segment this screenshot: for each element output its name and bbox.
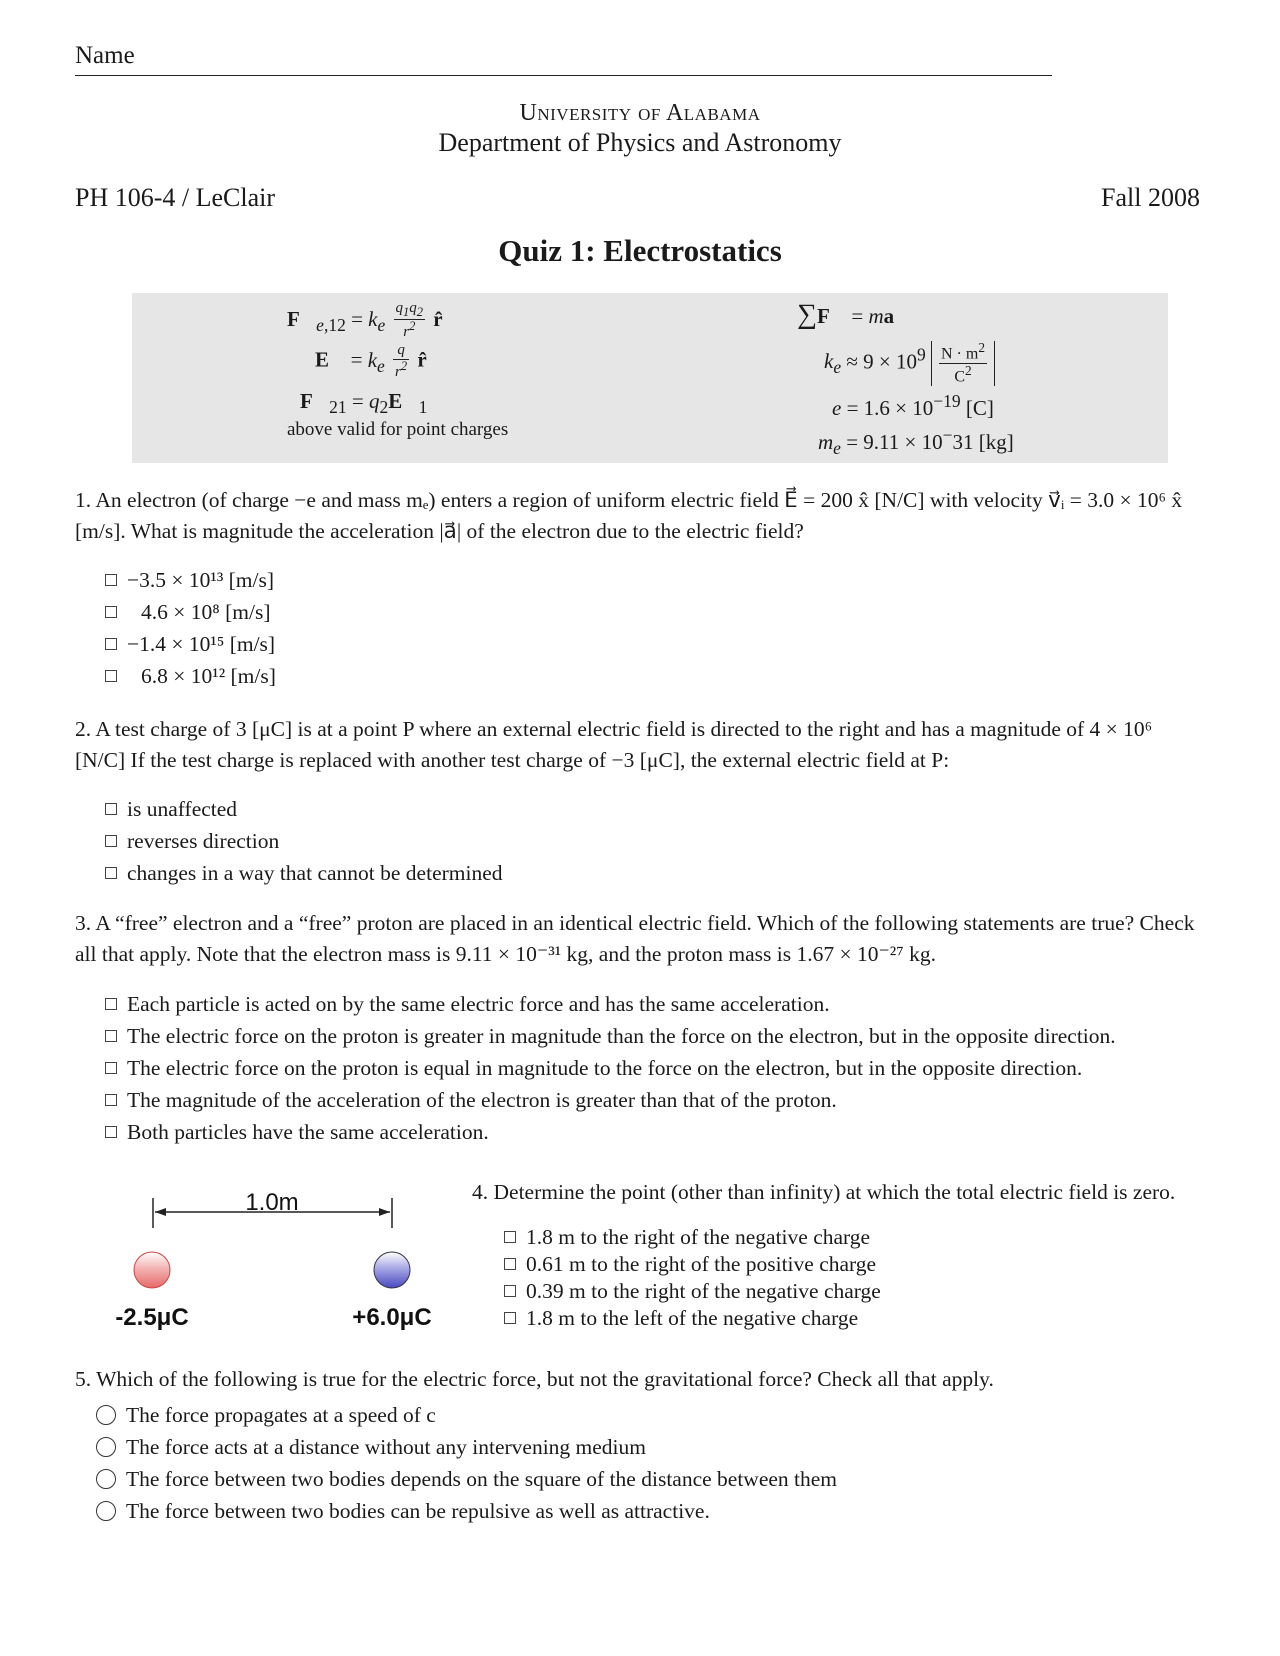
q2-option-3[interactable]: changes in a way that cannot be determined (105, 857, 503, 889)
q5-option-4[interactable]: The force between two bodies can be repulsive as well as attractive. (96, 1495, 710, 1527)
newton-second-law: ∑F⃗ = ma⃗ (797, 299, 911, 330)
department-name: Department of Physics and Astronomy (438, 128, 842, 157)
q5-option-1[interactable]: The force propagates at a speed of c (96, 1399, 436, 1431)
electron-mass: $m_e = 9.11 \times 10^-31$ [kg] (818, 425, 1014, 459)
q4-option-2[interactable]: 0.61 m to the right of the positive charge (504, 1251, 876, 1278)
question-3: 3. A “free” electron and a “free” proton are placed in an identical electric field. Which of the following statements are true? Check all that apply. Note that the electron mass is 9.11 × 10⁻³¹ kg, and the proton mass is 1.67 × 10⁻²⁷ kg. (75, 911, 1195, 966)
checkbox[interactable] (105, 1126, 117, 1138)
electric-field-formula: E⃗ = $k_e$ $\frac{q}{r^2}$ r̂ (315, 342, 427, 380)
q3-option-5[interactable]: Both particles have the same acceleration. (105, 1116, 489, 1148)
q3-option-1[interactable]: Each particle is acted on by the same electric force and has the same acceleration. (105, 988, 830, 1020)
question-5-text: Which of the following is true for the electric force, but not the gravitational force? Check all that apply. (96, 1367, 994, 1391)
arrow-left-head (155, 1208, 166, 1216)
checkbox[interactable] (105, 1030, 117, 1042)
checkbox[interactable] (105, 998, 117, 1010)
q1-option-4[interactable]: 6.8 × 10¹² [m/s] (105, 660, 276, 692)
checkbox[interactable] (504, 1231, 516, 1243)
question-2: 2. A test charge of 3 [μC] is at a point P where an external electric field is directed to the right and has a magnitude of 4 × 10⁶ [N/C] If the test charge is replaced with another test charge of −3 [μC], the external electric field at P: (75, 717, 1153, 772)
q2-option-1[interactable]: is unaffected (105, 793, 237, 825)
q1-option-2[interactable]: 4.6 × 10⁸ [m/s] (105, 596, 271, 628)
university-name: University of Alabama (519, 100, 761, 126)
elementary-charge: $e = 1.6 \times 10^{-19}$ [C] (832, 391, 994, 420)
q4-option-4[interactable]: 1.8 m to the left of the negative charge (504, 1305, 858, 1332)
checkbox[interactable] (105, 803, 117, 815)
positive-charge-label: +6.0μC (352, 1304, 432, 1331)
coulomb-constant: $k_e \approx 9 \times 10^9$ $\frac{N \cdot m^2}{C^2}$ (824, 341, 995, 386)
radio-circle[interactable] (96, 1501, 116, 1521)
name-underline[interactable] (75, 75, 1052, 76)
radio-circle[interactable] (96, 1469, 116, 1489)
q5-option-3[interactable]: The force between two bodies depends on the square of the distance between them (96, 1463, 837, 1495)
question-4: 4. Determine the point (other than infinity) at which the total electric field is zero. (472, 1180, 1176, 1204)
charges-diagram (100, 1190, 460, 1350)
question-1-text: An electron (of charge −e and mass mₑ) enters a region of uniform electric field E⃗ = 200 x̂ [N/C] with velocity v⃗ᵢ = 3.0 × 10⁶ x̂ [m/s]. What is magnitude the acceleration |a⃗| of the electron due to the electric field? (75, 488, 1183, 543)
question-5: 5. Which of the following is true for the electric force, but not the gravitational force? Check all that apply. (75, 1367, 994, 1391)
quiz-title: Quiz 1: Electrostatics (498, 233, 782, 268)
checkbox[interactable] (504, 1258, 516, 1270)
term-label: Fall 2008 (1101, 183, 1200, 212)
radio-circle[interactable] (96, 1405, 116, 1425)
checkbox[interactable] (105, 606, 117, 618)
force-field-formula: $F⃗_{21}$ = $q_2E⃗_1$ (300, 389, 428, 418)
formula-box (132, 293, 1168, 463)
q5-option-2[interactable]: The force acts at a distance without any intervening medium (96, 1431, 646, 1463)
checkbox[interactable] (504, 1312, 516, 1324)
course-label: PH 106-4 / LeClair (75, 183, 276, 212)
q2-option-2[interactable]: reverses direction (105, 825, 279, 857)
checkbox[interactable] (504, 1285, 516, 1297)
question-1: 1. An electron (of charge −e and mass mₑ) enters a region of uniform electric field E⃗ = 200 x̂ [N/C] with velocity v⃗ᵢ = 3.0 × 10⁶ x̂ [m/s]. What is magnitude the acceleration |a⃗| of the electron due to the electric field? (75, 488, 1183, 543)
checkbox[interactable] (105, 574, 117, 586)
q3-option-2[interactable]: The electric force on the proton is greater in magnitude than the force on the electron, but in the opposite direction. (105, 1020, 1116, 1052)
arrow-right-head (379, 1208, 390, 1216)
q4-option-3[interactable]: 0.39 m to the right of the negative charge (504, 1278, 881, 1305)
distance-label: 1.0m (245, 1190, 299, 1216)
checkbox[interactable] (105, 638, 117, 650)
coulomb-force-formula: $F⃗_{e,12} = k_e$ $\frac{q_1q_2}{r^2}$ r̂ (287, 300, 443, 341)
checkbox[interactable] (105, 867, 117, 879)
q3-option-4[interactable]: The magnitude of the acceleration of the electron is greater than that of the proton. (105, 1084, 837, 1116)
checkbox[interactable] (105, 1062, 117, 1074)
positive-charge-sphere (374, 1252, 410, 1288)
checkbox[interactable] (105, 1094, 117, 1106)
radio-circle[interactable] (96, 1437, 116, 1457)
checkbox[interactable] (105, 670, 117, 682)
checkbox[interactable] (105, 835, 117, 847)
question-2-text: A test charge of 3 [μC] is at a point P where an external electric field is directed to the right and has a magnitude of 4 × 10⁶ [N/C] If the test charge is replaced with another test charge of −3 [μC], the external electric field at P: (75, 717, 1153, 772)
q1-option-1[interactable]: −3.5 × 10¹³ [m/s] (105, 564, 274, 596)
q3-option-3[interactable]: The electric force on the proton is equal in magnitude to the force on the electron, but in the opposite direction. (105, 1052, 1082, 1084)
negative-charge-label: -2.5μC (115, 1304, 189, 1331)
negative-charge-sphere (134, 1252, 170, 1288)
q4-option-1[interactable]: 1.8 m to the right of the negative charge (504, 1224, 870, 1251)
validity-note: above valid for point charges (287, 419, 509, 440)
question-3-text: A “free” electron and a “free” proton are placed in an identical electric field. Which of the following statements are true? Check all that apply. Note that the electron mass is 9.11 × 10⁻³¹ kg, and the proton mass is 1.67 × 10⁻²⁷ kg. (75, 911, 1195, 966)
q1-option-3[interactable]: −1.4 × 10¹⁵ [m/s] (105, 628, 275, 660)
name-label: Name (75, 42, 135, 69)
question-4-text: Determine the point (other than infinity) at which the total electric field is zero. (493, 1180, 1176, 1204)
